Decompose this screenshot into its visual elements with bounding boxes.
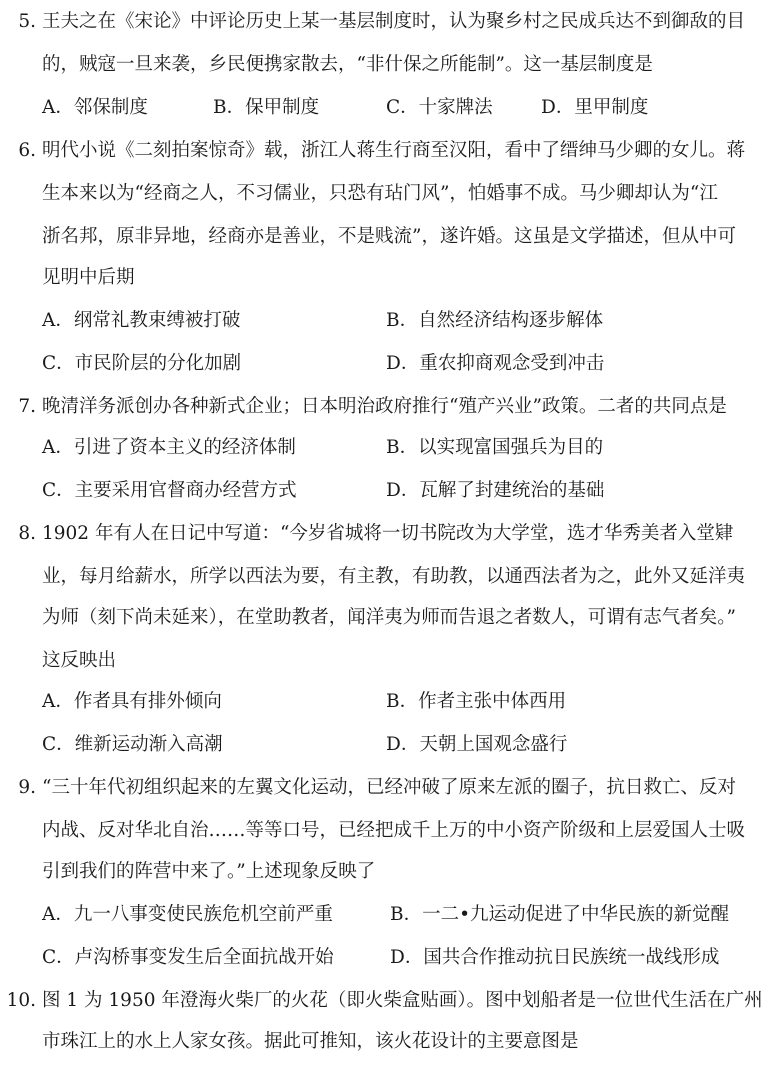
question-number: 10. xyxy=(6,990,36,1011)
question-9-line-1 xyxy=(0,776,736,800)
question-stem: 这反映出 xyxy=(42,650,117,671)
question-7-option-a[interactable]: A．引进了资本主义的经济体制 xyxy=(42,437,296,458)
question-number: 8. xyxy=(18,523,36,544)
question-6-option-d[interactable]: D．重农抑商观念受到冲击 xyxy=(386,353,605,374)
question-5-option-a[interactable]: A．邻保制度 xyxy=(42,97,148,118)
question-stem: 引到我们的阵营中来了。”上述现象反映了 xyxy=(42,861,376,882)
question-8-line-4 xyxy=(42,649,116,673)
question-8-option-b[interactable]: B．作者主张中体西用 xyxy=(386,691,567,712)
question-stem: 内战、反对华北自治……等等口号，已经把成千上万的中小资产阶级和上层爱国人士吸 xyxy=(42,820,746,841)
question-number: 5. xyxy=(18,11,36,32)
question-stem: 1902 年有人在日记中写道：“今岁省城将一切书院改为大学堂，选才华秀美者入堂肄 xyxy=(42,523,734,544)
question-stem: 的，贼寇一旦来袭，乡民便携家散去，“非什保之所能制”。这一基层制度是 xyxy=(42,54,653,75)
question-9-option-b[interactable]: B．一二•九运动促进了中华民族的新觉醒 xyxy=(390,904,730,925)
question-number: 7. xyxy=(18,396,36,417)
question-9-option-d[interactable]: D．国共合作推动抗日民族统一战线形成 xyxy=(390,947,720,968)
question-10-line-1 xyxy=(0,989,763,1013)
question-8-line-2 xyxy=(42,565,745,589)
question-number: 6. xyxy=(18,140,36,161)
question-stem: 生本来以为“经商之人，不习儒业，只恐有玷门风”，怕婚事不成。马少卿却认为“江 xyxy=(42,183,718,204)
question-8-option-c[interactable]: C．维新运动渐入高潮 xyxy=(42,734,223,755)
question-6-line-1 xyxy=(0,139,745,163)
question-10-line-2 xyxy=(42,1030,579,1054)
question-stem: 明代小说《二刻拍案惊奇》载，浙江人蒋生行商至汉阳，看中了缙绅马少卿的女儿。蒋 xyxy=(42,140,746,161)
question-7-option-b[interactable]: B．以实现富国强兵为目的 xyxy=(386,437,604,458)
question-5-option-d[interactable]: D．里甲制度 xyxy=(541,97,649,118)
question-stem: 晚清洋务派创办各种新式企业；日本明治政府推行“殖产兴业”政策。二者的共同点是 xyxy=(42,396,727,417)
question-8-option-a[interactable]: A．作者具有排外倾向 xyxy=(42,691,222,712)
question-stem: 浙名邦，原非异地，经商亦是善业，不是贱流”，遂许婚。这虽是文学描述，但从中可 xyxy=(42,226,736,247)
question-stem: 为师（刻下尚未延来），在堂助教者，闻洋夷为师而告退之者数人，可谓有志气者矣。” xyxy=(42,607,736,628)
question-6-line-4 xyxy=(42,266,135,290)
question-8-line-1 xyxy=(0,522,733,546)
question-5-line-1 xyxy=(0,10,745,34)
question-6-option-c[interactable]: C．市民阶层的分化加剧 xyxy=(42,353,242,374)
question-8-line-3 xyxy=(42,606,736,630)
question-9-option-c[interactable]: C．卢沟桥事变发生后全面抗战开始 xyxy=(42,947,334,968)
question-7-line-1 xyxy=(0,395,727,419)
question-6-line-3 xyxy=(42,225,736,249)
question-6-option-a[interactable]: A．纲常礼教束缚被打破 xyxy=(42,310,241,331)
question-stem: 业，每月给薪水，所学以西法为要，有主教，有助教，以通西法者为之，此外又延洋夷 xyxy=(42,566,746,587)
question-stem: 王夫之在《宋论》中评论历史上某一基层制度时，认为聚乡村之民成兵达不到御敌的目 xyxy=(42,11,746,32)
question-7-option-d[interactable]: D．瓦解了封建统治的基础 xyxy=(386,480,605,501)
question-stem: 见明中后期 xyxy=(42,267,135,288)
question-stem: 市珠江上的水上人家女孩。据此可推知，该火花设计的主要意图是 xyxy=(42,1031,579,1052)
question-7-option-c[interactable]: C．主要采用官督商办经营方式 xyxy=(42,480,297,501)
question-9-line-3 xyxy=(42,860,375,884)
question-stem: 图 1 为 1950 年澄海火柴厂的火花（即火柴盒贴画）。图中划船者是一位世代生活在广州 xyxy=(42,990,763,1011)
question-5-line-2 xyxy=(42,53,653,77)
question-9-line-2 xyxy=(42,819,745,843)
question-5-option-c[interactable]: C．十家牌法 xyxy=(386,97,493,118)
question-6-line-2 xyxy=(42,182,718,206)
question-9-option-a[interactable]: A．九一八事变使民族危机空前严重 xyxy=(42,904,333,925)
question-number: 9. xyxy=(18,777,36,798)
question-8-option-d[interactable]: D．天朝上国观念盛行 xyxy=(386,734,568,755)
question-stem: “三十年代初组织起来的左翼文化运动，已经冲破了原来左派的圈子，抗日救亡、反对 xyxy=(42,777,736,798)
question-5-option-b[interactable]: B．保甲制度 xyxy=(213,97,320,118)
question-6-option-b[interactable]: B．自然经济结构逐步解体 xyxy=(386,310,604,331)
